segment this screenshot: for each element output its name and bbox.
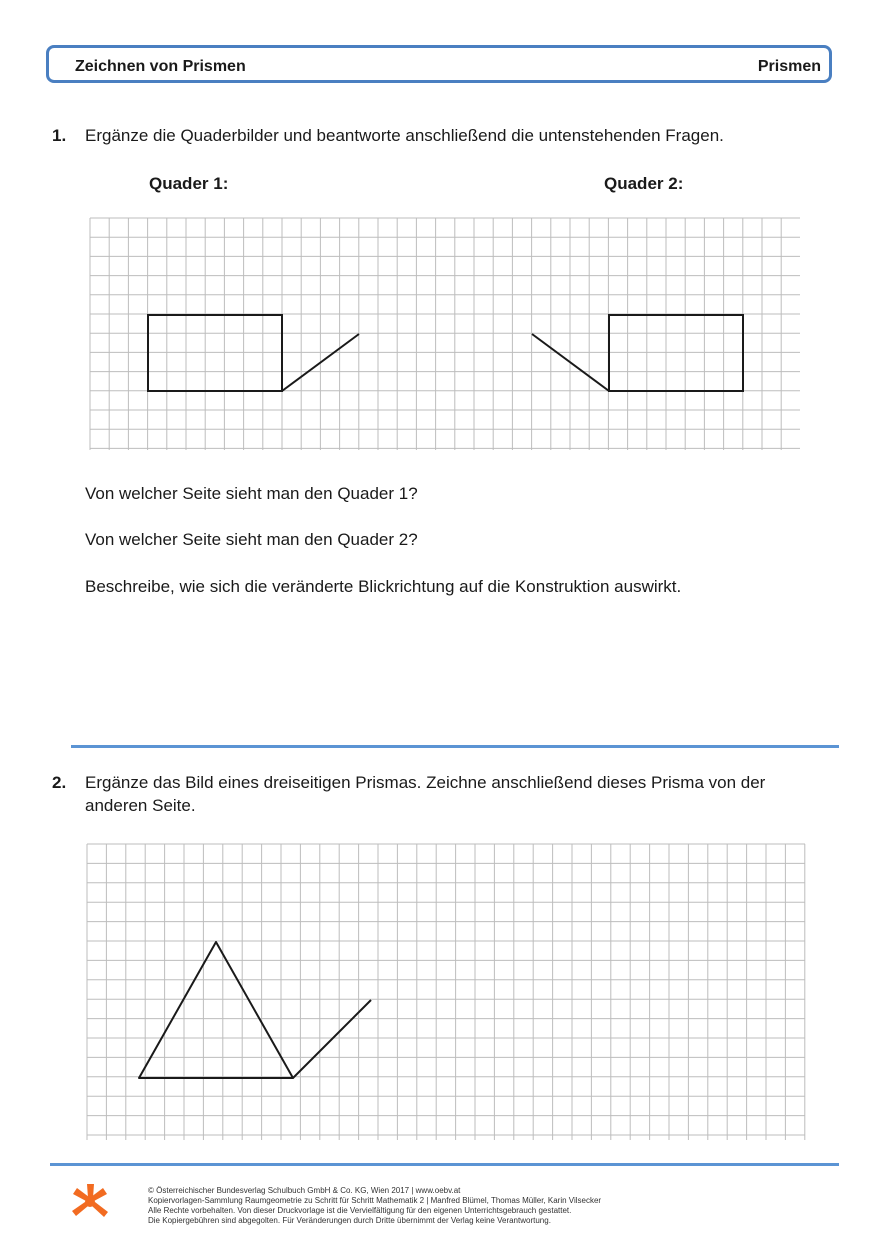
question-3: Beschreibe, wie sich die veränderte Blickrichtung auf die Konstruktion auswirkt. [85,577,682,596]
task-2-instruction-line-1: Ergänze das Bild eines dreiseitigen Prismas. Zeichne anschließend dieses Prisma von der [85,773,766,792]
quader-1-label: Quader 1: [149,174,229,193]
footer-line: Kopiervorlagen-Sammlung Raumgeometrie zu Schritt für Schritt Mathematik 2 | Manfred Blümel, Thomas Müller, Karin Vilsecker [148,1196,602,1205]
quader-2-label: Quader 2: [604,174,684,193]
quader-1-front-face [148,315,282,391]
quader-2-front-face [609,315,743,391]
footer-line: © Österreichischer Bundesverlag Schulbuch GmbH & Co. KG, Wien 2017 | www.oebv.at [148,1186,461,1195]
worksheet-title: Zeichnen von Prismen [75,58,246,75]
worksheet-topic: Prismen [757,58,821,75]
grid-task-1 [90,218,800,450]
task-1-instruction: Ergänze die Quaderbilder und beantworte anschließend die untenstehenden Fragen. [85,126,724,145]
task-2-number: 2. [52,773,67,792]
grid-task-2 [87,844,805,1140]
prism-depth-edge [293,1000,371,1078]
copyright-footer [148,1186,601,1226]
question-2: Von welcher Seite sieht man den Quader 2? [85,530,418,549]
section-divider [71,745,839,748]
question-1: Von welcher Seite sieht man den Quader 1? [85,484,418,503]
task-1-number: 1. [52,126,67,145]
footer-line: Alle Rechte vorbehalten. Von dieser Druckvorlage ist die Vervielfältigung für den eigenen Unterrichtsgebrauch gestattet. [148,1206,572,1215]
task-2-instruction-line-2: anderen Seite. [85,796,196,815]
footer-divider [50,1163,839,1166]
footer-line: Die Kopiergebühren sind abgegolten. Für Veränderungen durch Dritte übernimmt der Verlag keine Verantwortung. [148,1216,551,1225]
publisher-logo [70,1182,110,1222]
